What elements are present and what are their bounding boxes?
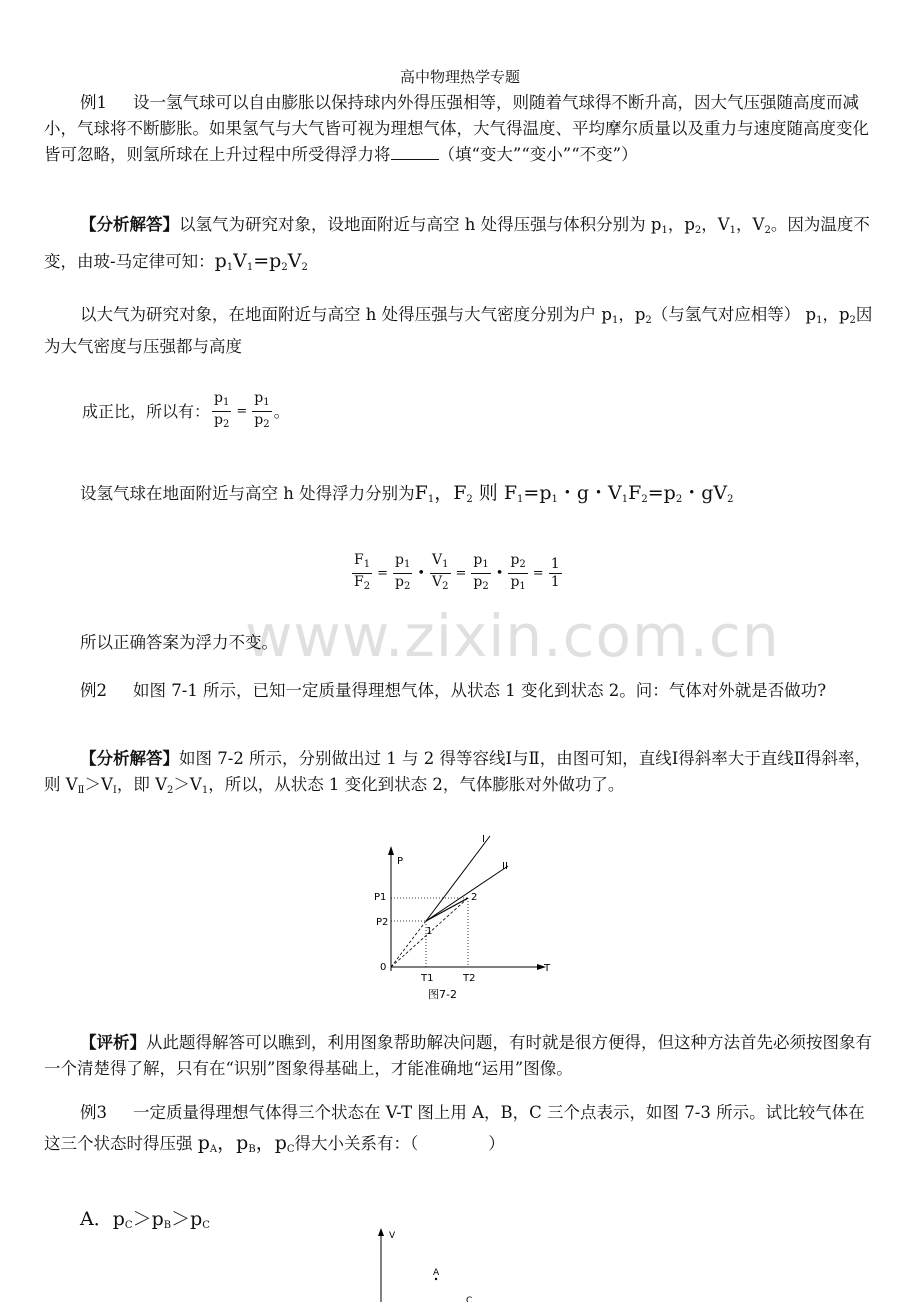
analysis-1-head: 【分析解答】 xyxy=(80,215,179,234)
figure-7-2 xyxy=(360,828,560,1008)
p1-label: P1 xyxy=(374,892,387,903)
comment-text: 从此题得解答可以瞧到，利用图象帮助解决问题，有时就是很方便得，但这种方法首先必须按图象有一个清楚得了解，只有在“识别”图象得基础上，才能准确地“运用”图像。 xyxy=(44,1033,872,1078)
example-3-text-b: 得大小关系有：（ xyxy=(294,1134,419,1153)
watermark: www.zixin.com.cn xyxy=(245,602,780,670)
line-1-label: I xyxy=(482,834,485,845)
comment-paragraph xyxy=(44,1030,880,1082)
v-axis-label: V xyxy=(389,1231,396,1241)
state-2-label: 2 xyxy=(471,892,478,903)
p2-label: P2 xyxy=(376,917,389,928)
atmosphere-text-a: 以大气为研究对象，在地面附近与高空 h 处得压强与大气密度分别为户 p xyxy=(80,305,612,324)
example-2-paragraph xyxy=(44,678,880,704)
analysis-1-text-b: 因为温度不变，由玻-马定律可知： xyxy=(44,215,870,271)
analysis-1-paragraph: 【分析解答】以氢气为研究对象，设地面附近与高空 h 处得压强与体积分别为 $p_1$，$p_2$，$V_1$，$V_2$。因为温度不变，由玻-马定律可知：$p_1V_1=p_2V_2$ xyxy=(44,215,870,273)
p-axis-arrow xyxy=(388,846,394,855)
example-3-paragraph: 例3 一定质量得理想气体得三个状态在 V-T 图上用 A，B，C 三个点表示，如图 7-3 所示。试比较气体在这三个状态时得压强 $p_A$，$p_B$，$p_C$得大小关系有：（ ） xyxy=(44,1103,865,1155)
isochore-line-2 xyxy=(426,866,508,921)
ratio-left: $\frac{p_1}{p_2}$ xyxy=(214,390,230,430)
analysis-2-text-a: 如图 7-2 所示，分别做出过 1 与 2 得等容线Ⅰ与Ⅱ，由图可知，直线Ⅰ得斜率大于直线Ⅱ得斜率，则 V xyxy=(44,749,872,794)
analysis-2-paragraph: 【分析解答】如图 7-2 所示，分别做出过 1 与 2 得等容线Ⅰ与Ⅱ，由图可知，直线Ⅰ得斜率大于直线Ⅱ得斜率，则 $V_Ⅱ>V_Ⅰ$，即 $V_2>V_1$，所以，从状态 1 变化到状态 2，气体膨胀对外做功了。 xyxy=(44,749,872,796)
example-3-label: 例3 xyxy=(80,1103,107,1122)
analysis-2-text-b: ，所以，从状态 1 变化到状态 2，气体膨胀对外做功了。 xyxy=(208,775,625,794)
example-1-paragraph xyxy=(44,90,880,168)
isochore-line-1 xyxy=(426,836,490,921)
atmosphere-text-b: （与氢气对应相等） xyxy=(651,305,801,324)
atmosphere-paragraph: 以大气为研究对象，在地面附近与高空 h 处得压强与大气密度分别为户 $p_1$，$p_2$（与氢气对应相等） $p_1$，$p_2$因为大气密度与压强都与高度 xyxy=(44,305,873,356)
buoyancy-paragraph: 设氢气球在地面附近与高空 h 处得浮力分别为$F_1$，$F_2$ 则 $F_1=p_1$・g・$V_1F_2=p_2$・$gV_2$ xyxy=(80,482,734,505)
example-2-label: 例2 xyxy=(80,681,107,700)
atmosphere-text-c: 因为大气密度与压强都与高度 xyxy=(44,305,873,356)
origin-label: 0 xyxy=(380,962,387,973)
analysis-2-head: 【分析解答】 xyxy=(80,749,179,768)
state-1-label: 1 xyxy=(426,926,433,937)
t1-label: T1 xyxy=(421,973,434,984)
comment-head: 【评析】 xyxy=(80,1033,146,1052)
buoyancy-ratio-equation: $\frac{F_1}{F_2}$ = $\frac{p_1}{p_2}$ • $\frac{V_1}{V_2}$ = $\frac{p_1}{p_2}$ • $\frac{p_2}{p_1}$ = $\frac{1}{1}$ xyxy=(354,552,560,592)
example-3-text-a: 一定质量得理想气体得三个状态在 V-T 图上用 A，B，C 三个点表示，如图 7-3 所示。试比较气体在这三个状态时得压强 xyxy=(44,1103,865,1153)
process-line xyxy=(426,898,468,921)
point-a-label: A xyxy=(433,1268,440,1278)
figure-7-2-caption: 图7-2 xyxy=(428,988,457,1001)
buoyancy-text: 设氢气球在地面附近与高空 h 处得浮力分别为 xyxy=(80,484,415,503)
t-axis-label: T xyxy=(544,963,551,974)
example-1-label: 例1 xyxy=(80,93,107,112)
example-1-choices: （填“变大”“变小”“不变”） xyxy=(438,145,638,164)
page-header: 高中物理热学专题 xyxy=(399,68,520,86)
line-1-dashed xyxy=(391,921,426,967)
analysis-1-text-a: 以氢气为研究对象，设地面附近与高空 h 处得压强与体积分别为 p xyxy=(179,215,662,234)
example-2-text: 如图 7-1 所示，已知一定质量得理想气体，从状态 1 变化到状态 2。问：气体对外就是否做功? xyxy=(133,681,827,700)
answer-blank xyxy=(391,145,439,160)
point-c-label: C xyxy=(466,1296,473,1302)
ratio-right: $\frac{p_1}{p_2}$ xyxy=(254,390,270,430)
figure-7-3 xyxy=(360,1224,500,1302)
line-2-label: II xyxy=(502,861,508,872)
v-axis-arrow xyxy=(378,1228,384,1236)
example-3-text-c: ） xyxy=(488,1134,505,1153)
point-a xyxy=(435,1278,437,1280)
buoyancy-then: 则 xyxy=(478,482,498,504)
proportional-text: 成正比，所以有： xyxy=(82,401,211,421)
proportional-paragraph: 成正比，所以有： $\frac{p_1}{p_2}$ = $\frac{p_1}{p_2}$ 。 xyxy=(82,390,918,433)
answer-paragraph: 所以正确答案为浮力不变。 xyxy=(80,633,278,652)
t2-label: T2 xyxy=(463,973,476,984)
option-a-label: A． xyxy=(80,1208,113,1230)
option-a: A．$p_C>p_B>p_C$ xyxy=(80,1208,210,1231)
boyle-equation: $p_1V_1=p_2V_2$ xyxy=(214,250,308,273)
example-1-text: 设一氢气球可以自由膨胀以保持球内外得压强相等，则随着气球得不断升高，因大气压强随高度而减小，气球将不断膨胀。如果氢气与大气皆可视为理想气体，大气得温度、平均摩尔质量以及重力与速度随高度变化皆可忽略，则氢所球在上升过程中所受得浮力将 xyxy=(44,93,869,164)
p-axis-label: P xyxy=(397,856,404,867)
